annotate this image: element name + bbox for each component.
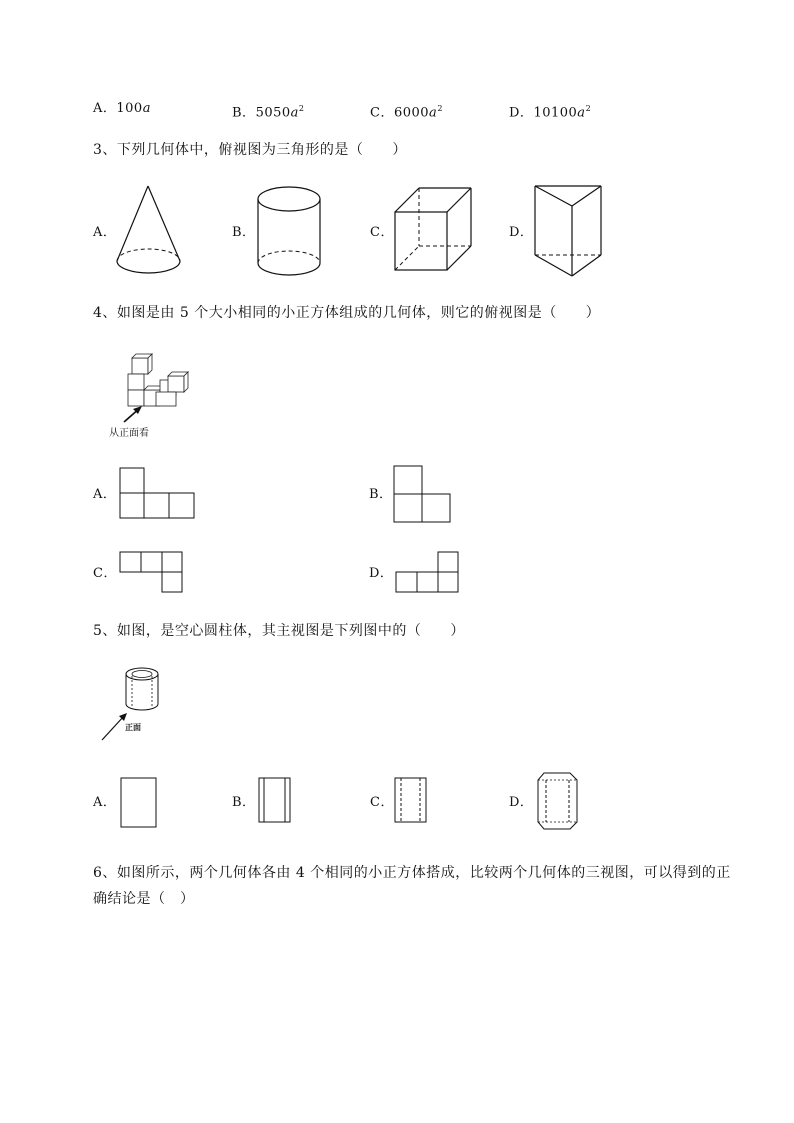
option-exponent: 2 bbox=[298, 104, 305, 113]
q4-option-c-label[interactable]: C． bbox=[93, 566, 117, 581]
cylinder-icon bbox=[254, 183, 326, 281]
option-variable: a bbox=[577, 105, 586, 121]
option-exponent: 2 bbox=[437, 104, 443, 113]
cone-icon bbox=[112, 183, 188, 279]
q3-option-c-label[interactable]: C． bbox=[370, 225, 394, 240]
q5-option-d-label[interactable]: D． bbox=[509, 795, 534, 810]
option-exponent: 2 bbox=[585, 104, 592, 113]
q3-option-a-label[interactable]: A． bbox=[93, 225, 117, 240]
option-variable: a bbox=[290, 105, 299, 121]
q4-option-d-label[interactable]: D． bbox=[369, 566, 394, 581]
q2-option-b[interactable] bbox=[232, 100, 305, 122]
q4-option-c-grid bbox=[119, 551, 185, 595]
q5-option-d-shape bbox=[536, 770, 580, 834]
q3-option-b-label[interactable]: B． bbox=[232, 225, 256, 240]
q4-option-a-grid bbox=[119, 467, 197, 521]
q4-question-text: 4、如图是由 5 个大小相同的小正方体组成的几何体，则它的俯视图是（ ） bbox=[93, 305, 601, 321]
option-label: D． bbox=[509, 105, 534, 121]
option-label: C． bbox=[370, 105, 394, 121]
q2-option-a[interactable] bbox=[93, 100, 151, 118]
q2-option-c[interactable] bbox=[370, 100, 443, 122]
q5-option-c-label[interactable]: C． bbox=[370, 795, 394, 810]
option-label: B． bbox=[232, 105, 256, 121]
q3-question-text: 3、下列几何体中，俯视图为三角形的是（ ） bbox=[93, 142, 407, 158]
q3-option-d-label[interactable]: D． bbox=[509, 225, 534, 240]
option-variable: a bbox=[142, 101, 151, 116]
option-label: A． bbox=[93, 101, 117, 116]
stacked-cubes-figure bbox=[120, 350, 200, 430]
prism-icon bbox=[532, 183, 604, 279]
option-value: 10100 bbox=[533, 105, 578, 121]
option-value: 5050 bbox=[255, 105, 291, 121]
q5-question-text: 5、如图，是空心圆柱体，其主视图是下列图中的（ ） bbox=[93, 623, 465, 639]
q4-option-b-label[interactable]: B． bbox=[369, 487, 393, 502]
q5-option-a-shape bbox=[119, 776, 159, 830]
q4-option-b-grid bbox=[393, 465, 453, 525]
q4-option-d-grid bbox=[395, 551, 461, 595]
option-variable: a bbox=[429, 105, 438, 121]
q6-question-line1: 6、如图所示，两个几何体各由 4 个相同的小正方体搭成，比较两个几何体的三视图，可以得到的正 bbox=[93, 865, 731, 881]
cube-icon bbox=[392, 185, 474, 275]
q5-option-b-shape bbox=[257, 776, 293, 826]
q6-question-line2: 确结论是（ ） bbox=[93, 891, 195, 907]
q5-front-caption: 正面 bbox=[125, 722, 141, 732]
q2-option-d[interactable] bbox=[509, 100, 591, 122]
q5-option-a-label[interactable]: A． bbox=[93, 795, 117, 810]
q4-view-caption: 从正面看 bbox=[109, 428, 149, 439]
q4-option-a-label[interactable]: A． bbox=[93, 487, 117, 502]
option-value: 6000 bbox=[393, 105, 430, 121]
q5-option-c-shape bbox=[393, 776, 429, 826]
q5-option-b-label[interactable]: B． bbox=[232, 795, 256, 810]
option-value: 100 bbox=[116, 101, 143, 116]
